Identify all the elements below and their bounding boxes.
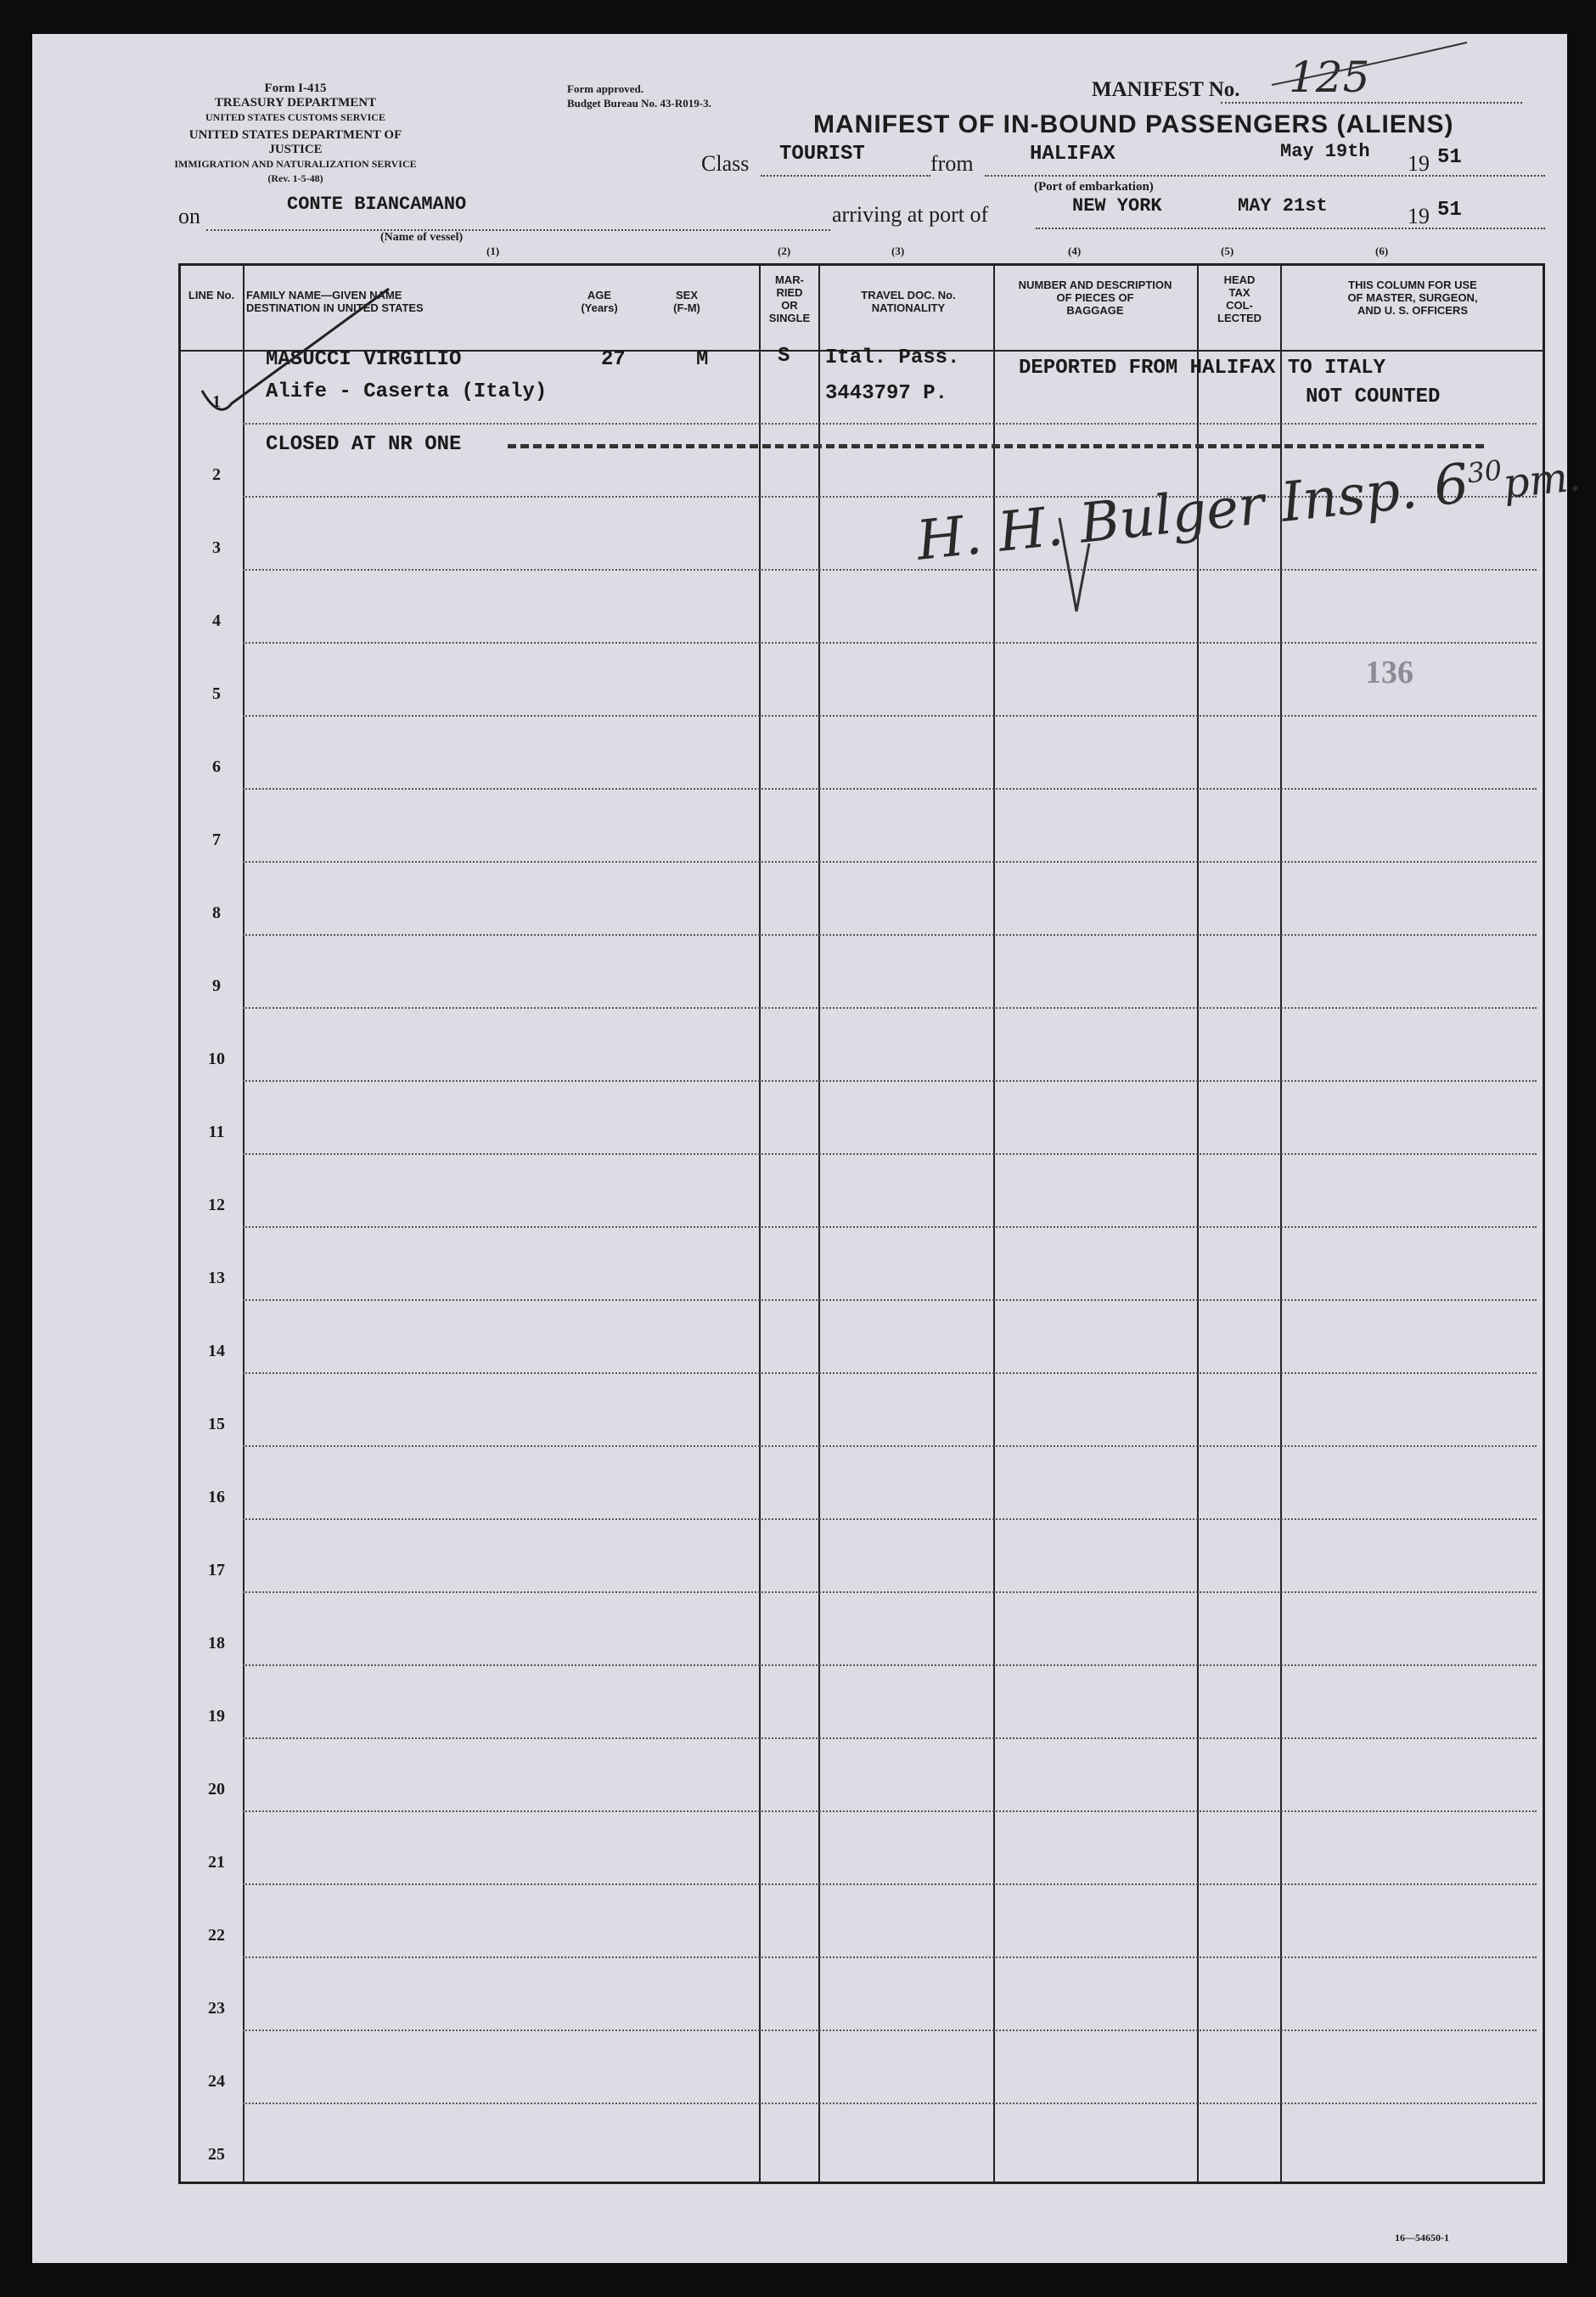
- row-rule: [243, 423, 1537, 425]
- justice-dept: UNITED STATES DEPARTMENT OF JUSTICE: [188, 128, 402, 156]
- column-number-6: (6): [1375, 245, 1389, 257]
- column-divider: [759, 263, 761, 2184]
- manifest-sheet: [32, 34, 1583, 2263]
- line-number: 12: [208, 1196, 225, 1214]
- row-rule: [243, 1299, 1537, 1301]
- row-rule: [243, 642, 1537, 644]
- officer-note: NOT COUNTED: [1306, 386, 1441, 408]
- header-married: MAR- RIED OR SINGLE: [768, 273, 811, 324]
- row-rule: [243, 861, 1537, 863]
- line-number: 2: [212, 465, 221, 484]
- header-sex: SEX (F-M): [673, 289, 700, 314]
- arrival-port: NEW YORK: [1072, 195, 1162, 217]
- row-rule: [243, 715, 1537, 717]
- line-number: 13: [208, 1269, 225, 1287]
- arrival-date: MAY 21st: [1238, 195, 1328, 217]
- passenger-destination: Alife - Caserta (Italy): [266, 380, 548, 403]
- arrival-year: 51: [1437, 199, 1462, 222]
- header-age: AGE (Years): [581, 289, 618, 314]
- row-rule: [243, 1007, 1537, 1009]
- form-footer: 16—54650-1: [1395, 2232, 1449, 2244]
- row-rule: [243, 1153, 1537, 1155]
- scribble-mark: [1255, 34, 1475, 93]
- row-rule: [243, 1226, 1537, 1228]
- line-number: 6: [212, 757, 221, 776]
- from-label: from: [930, 151, 974, 176]
- column-divider: [818, 263, 820, 2184]
- stamp-number: 136: [1365, 655, 1413, 690]
- row-rule: [243, 788, 1537, 790]
- row-rule: [243, 1445, 1537, 1447]
- passenger-sex: M: [696, 348, 709, 371]
- line-number: 15: [208, 1415, 225, 1433]
- line-number: 8: [212, 904, 221, 922]
- column-divider: [1280, 263, 1282, 2184]
- line-number: 3: [212, 538, 221, 557]
- row-rule: [243, 1372, 1537, 1374]
- row-rule: [243, 1810, 1537, 1812]
- header-baggage: NUMBER AND DESCRIPTION OF PIECES OF BAGGAGE: [1018, 279, 1172, 317]
- passenger-doc-no: 3443797 P.: [825, 382, 948, 405]
- signature-text: H. H. Bulger Insp. 6: [913, 452, 1472, 573]
- header-name: FAMILY NAME—GIVEN NAME DESTINATION IN UNITED STATES: [246, 289, 424, 314]
- embark-year: 51: [1437, 146, 1462, 169]
- baggage-note: DEPORTED FROM HALIFAX TO ITALY: [1019, 357, 1386, 380]
- row-rule: [243, 1518, 1537, 1520]
- row-rule: [243, 1591, 1537, 1593]
- column-divider: [1197, 263, 1199, 2184]
- department-block: [168, 82, 423, 186]
- column-number-2: (2): [778, 245, 791, 257]
- row-rule: [243, 2030, 1537, 2031]
- manifest-number-label: MANIFEST No.: [1092, 78, 1240, 101]
- line-number: 19: [208, 1707, 225, 1726]
- header-travel-doc: TRAVEL DOC. No. NATIONALITY: [861, 289, 956, 314]
- line-number: 1: [212, 392, 221, 411]
- signature-time-sup: 30: [1465, 453, 1503, 490]
- arrival-line: [1036, 228, 1545, 229]
- year-prefix-2: 19: [1408, 204, 1430, 228]
- line-number: 7: [212, 830, 221, 849]
- header-line-no: LINE No.: [188, 289, 235, 301]
- line-number: 10: [208, 1050, 225, 1068]
- closed-note: CLOSED AT NR ONE: [266, 433, 462, 456]
- line-number: 5: [212, 684, 221, 703]
- line-number: 17: [208, 1561, 225, 1579]
- row-rule: [243, 569, 1537, 571]
- line-number: 9: [212, 977, 221, 995]
- passenger-name: MASUCCI VIRGILIO: [266, 348, 462, 371]
- class-value: TOURIST: [779, 143, 865, 166]
- embark-port: HALIFAX: [1030, 143, 1116, 166]
- line-number: 4: [212, 611, 221, 630]
- line-number: 23: [208, 1999, 225, 2018]
- on-label: on: [178, 204, 200, 228]
- embark-caption: (Port of embarkation): [1034, 180, 1154, 194]
- vessel-caption: (Name of vessel): [380, 231, 464, 244]
- line-number: 11: [208, 1123, 225, 1141]
- revision: (Rev. 1-5-48): [267, 172, 323, 184]
- manifest-number-line: [1221, 102, 1522, 104]
- row-rule: [243, 934, 1537, 936]
- line-number: 14: [208, 1342, 225, 1360]
- line-number: 21: [208, 1853, 225, 1872]
- column-number-4: (4): [1068, 245, 1082, 257]
- row-rule: [243, 2103, 1537, 2104]
- class-line: [761, 175, 930, 177]
- passenger-marital: S: [778, 345, 790, 368]
- row-rule: [243, 1737, 1537, 1739]
- form-number: Form I-415: [264, 82, 327, 95]
- line-number: 16: [208, 1488, 225, 1506]
- closing-dash-line: [508, 444, 1484, 448]
- row-rule: [243, 1664, 1537, 1666]
- row-rule: [243, 1956, 1537, 1958]
- vessel-line: [206, 229, 830, 231]
- row-rule: [243, 1883, 1537, 1885]
- line-number: 20: [208, 1780, 225, 1799]
- manifest-number: 125: [1289, 53, 1370, 102]
- form-approved: Form approved.: [567, 82, 644, 95]
- line-number: 22: [208, 1926, 225, 1945]
- ins-service: IMMIGRATION AND NATURALIZATION SERVICE: [174, 158, 417, 170]
- customs-service: UNITED STATES CUSTOMS SERVICE: [205, 111, 385, 123]
- line-number: 24: [208, 2072, 225, 2091]
- header-head-tax: HEAD TAX COL- LECTED: [1217, 273, 1262, 324]
- passenger-doc-type: Ital. Pass.: [825, 346, 960, 369]
- signature-flourish: [1051, 510, 1102, 620]
- check-mark-icon: [194, 263, 397, 433]
- treasury-dept: TREASURY DEPARTMENT: [214, 96, 377, 110]
- signature-time-suffix: pm.: [1500, 453, 1583, 509]
- from-line: [985, 175, 1545, 177]
- line-number: 25: [208, 2145, 225, 2164]
- column-number-1: (1): [486, 245, 500, 257]
- line-number: 18: [208, 1634, 225, 1652]
- row-rule: [243, 1080, 1537, 1082]
- vessel-name: CONTE BIANCAMANO: [287, 194, 467, 215]
- manifest-table: [178, 263, 1545, 2184]
- passenger-age: 27: [601, 348, 626, 371]
- column-number-3: (3): [891, 245, 905, 257]
- budget-bureau: Budget Bureau No. 43-R019-3.: [567, 97, 711, 110]
- arriving-label: arriving at port of: [832, 202, 989, 227]
- approval-block: [567, 82, 711, 110]
- header-officers: THIS COLUMN FOR USE OF MASTER, SURGEON, AND U. S. OFFICERS: [1347, 279, 1478, 317]
- year-prefix-1: 19: [1408, 151, 1430, 176]
- column-number-5: (5): [1221, 245, 1234, 257]
- class-label: Class: [701, 151, 750, 176]
- embark-date: May 19th: [1280, 141, 1370, 162]
- page-title: MANIFEST OF IN-BOUND PASSENGERS (ALIENS): [813, 110, 1454, 138]
